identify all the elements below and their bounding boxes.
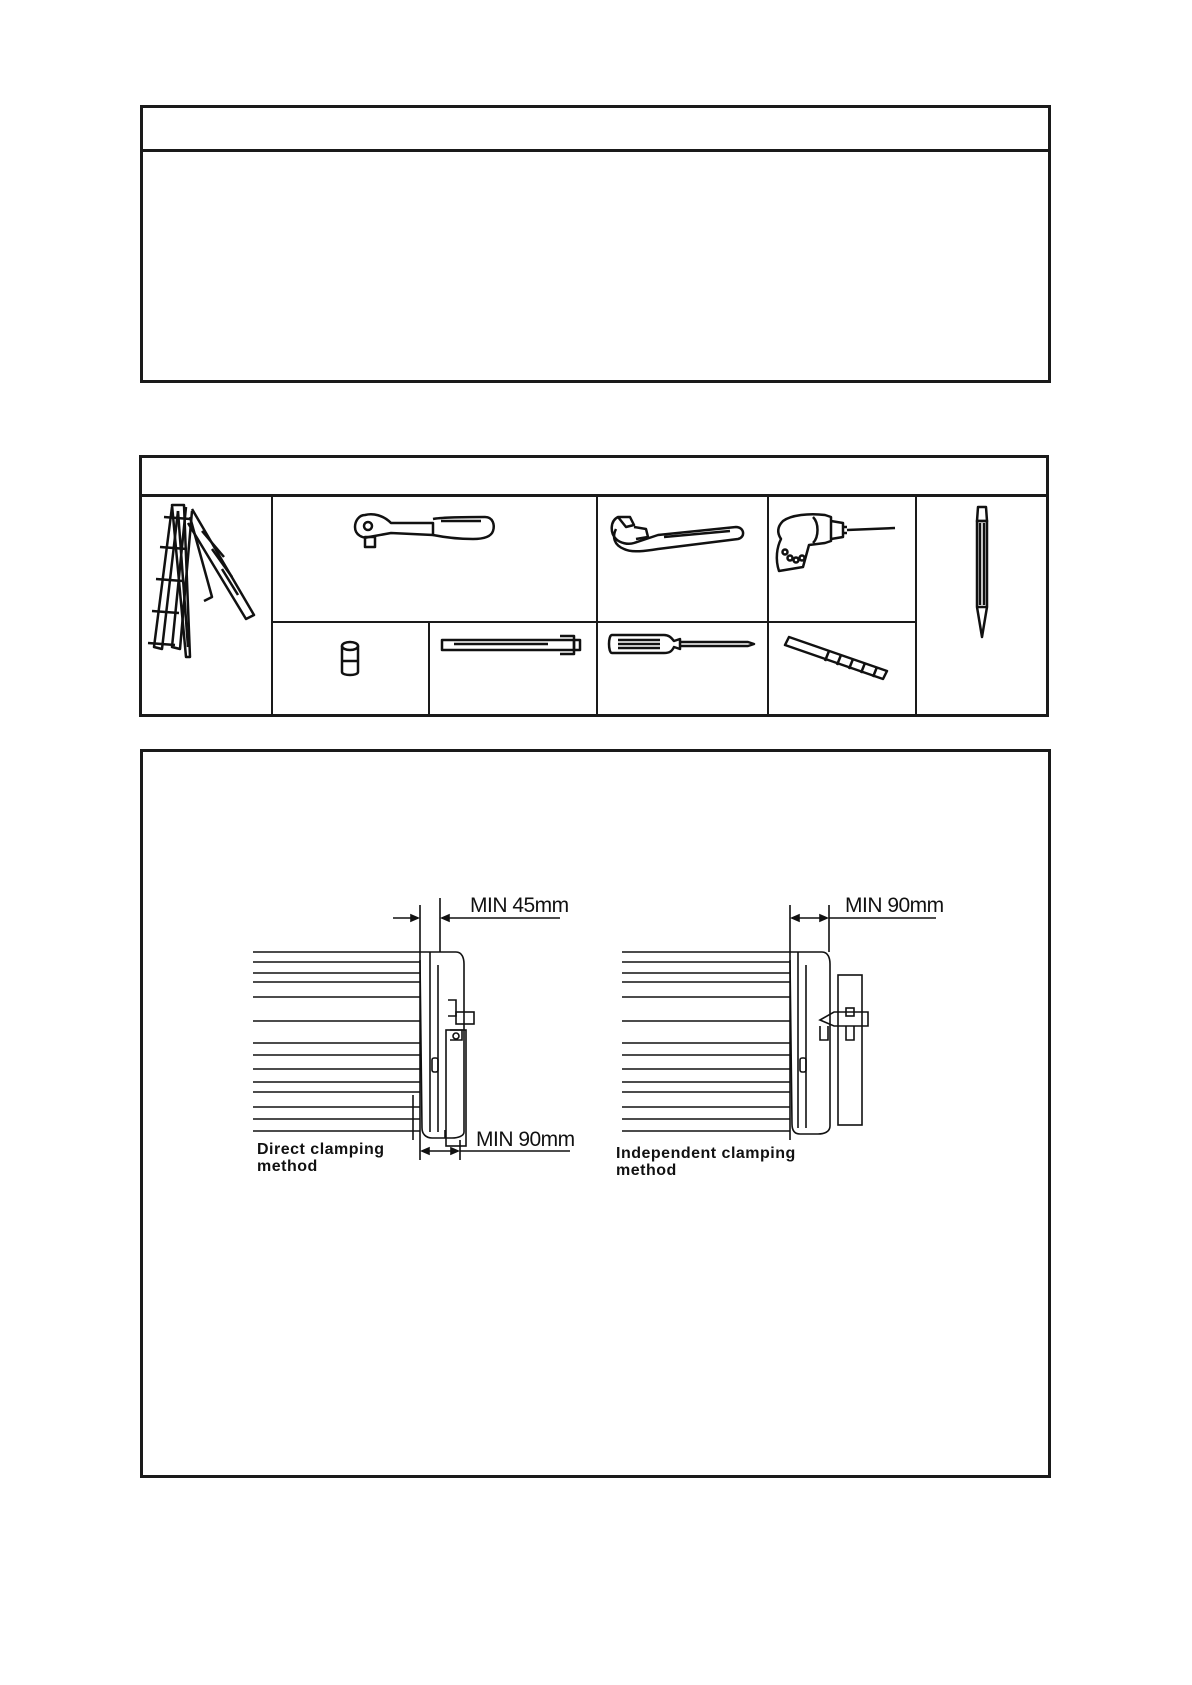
direct-dim-bottom: MIN 90mm (476, 1128, 575, 1151)
independent-clamping-caption: Independent clamping method (616, 1145, 796, 1179)
independent-dim-top: MIN 90mm (845, 894, 944, 917)
direct-dim-top: MIN 45mm (470, 894, 569, 917)
direct-clamping-caption: Direct clamping method (257, 1141, 385, 1175)
